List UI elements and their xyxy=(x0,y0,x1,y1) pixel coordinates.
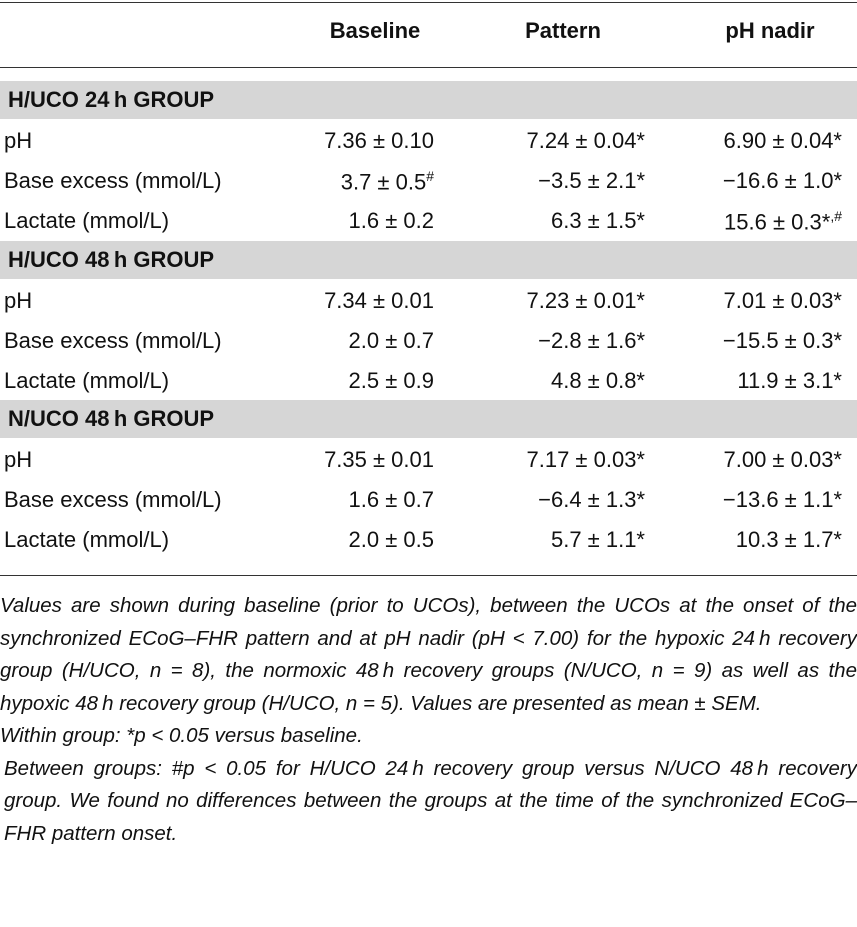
table-row xyxy=(0,321,857,361)
footnote-description: Values are shown during baseline (prior to UCOs), between the UCOs at the onset of the synchronized ECoG–FHR pattern and at pH nadir (pH < 7.00) for the hypoxic 24 h recovery group (H/UCO, n = 8), the normoxic 48 h recovery groups (N/UCO, n = 9) as well as the hypoxic 48 h recovery group (H/UCO, n = 5). Values are presented as mean ± SEM. xyxy=(0,594,857,715)
cell-ph-nadir: −13.6 ± 1.1* xyxy=(722,487,842,512)
group-title: H/UCO 48 h GROUP xyxy=(8,247,215,272)
table-row xyxy=(0,201,857,241)
table-row xyxy=(0,480,857,520)
cell-baseline: 7.36 ± 0.10 xyxy=(324,128,434,153)
cell-baseline: 7.34 ± 0.01 xyxy=(324,288,434,313)
cell-ph-nadir: 11.9 ± 3.1* xyxy=(737,368,842,393)
cell-baseline: 2.5 ± 0.9 xyxy=(348,368,434,393)
table-row xyxy=(0,440,857,480)
cell-ph-nadir: 10.3 ± 1.7* xyxy=(735,527,842,552)
cell-pattern: −6.4 ± 1.3* xyxy=(538,487,645,512)
footnote-within-group: Within group: *p < 0.05 versus baseline. xyxy=(0,724,363,747)
row-label: pH xyxy=(4,128,33,153)
header-rule xyxy=(0,67,857,68)
row-label: pH xyxy=(4,447,33,472)
table-footnotes xyxy=(0,590,857,850)
cell-ph-nadir: −15.5 ± 0.3* xyxy=(722,328,842,353)
cell-ph-nadir: −16.6 ± 1.0* xyxy=(722,168,842,193)
header-pattern: Pattern xyxy=(525,18,601,43)
cell-baseline: 1.6 ± 0.2 xyxy=(348,208,434,233)
cell-pattern: 6.3 ± 1.5* xyxy=(550,208,645,233)
cell-pattern: −2.8 ± 1.6* xyxy=(538,328,645,353)
group-title: H/UCO 24 h GROUP xyxy=(8,87,215,112)
cell-baseline: 1.6 ± 0.7 xyxy=(348,487,434,512)
row-label: Base excess (mmol/L) xyxy=(4,168,222,193)
table-bottom-rule xyxy=(0,575,857,576)
cell-baseline: 3.7 ± 0.5# xyxy=(340,168,434,195)
header-baseline: Baseline xyxy=(329,18,421,43)
cell-pattern: 7.23 ± 0.01* xyxy=(526,288,645,313)
table-top-rule xyxy=(0,2,857,3)
cell-ph-nadir: 7.00 ± 0.03* xyxy=(723,447,842,472)
table-row xyxy=(0,520,857,560)
group-title: N/UCO 48 h GROUP xyxy=(8,406,215,431)
row-label: Lactate (mmol/L) xyxy=(4,368,170,393)
cell-baseline: 2.0 ± 0.5 xyxy=(348,527,434,552)
row-label: Base excess (mmol/L) xyxy=(4,328,222,353)
table-row xyxy=(0,121,857,161)
footnote-between-groups: Between groups: #p < 0.05 for H/UCO 24 h recovery group versus N/UCO 48 h recovery group. We found no differences between the groups at the time of the synchronized ECoG–FHR pattern onset. xyxy=(4,756,857,845)
cell-pattern: 7.24 ± 0.04* xyxy=(526,128,645,153)
group-header xyxy=(0,241,857,279)
cell-pattern: 4.8 ± 0.8* xyxy=(550,368,645,393)
row-label: Base excess (mmol/L) xyxy=(4,487,222,512)
cell-ph-nadir: 6.90 ± 0.04* xyxy=(723,128,842,153)
row-label: pH xyxy=(4,288,33,313)
cell-pattern: −3.5 ± 2.1* xyxy=(538,168,645,193)
table-row xyxy=(0,161,857,201)
row-label: Lactate (mmol/L) xyxy=(4,208,170,233)
table-row xyxy=(0,361,857,401)
cell-ph-nadir: 15.6 ± 0.3*,# xyxy=(724,208,842,235)
cell-baseline: 7.35 ± 0.01 xyxy=(324,447,434,472)
row-label: Lactate (mmol/L) xyxy=(4,527,170,552)
group-header xyxy=(0,400,857,438)
cell-ph-nadir: 7.01 ± 0.03* xyxy=(723,288,842,313)
group-header xyxy=(0,81,857,119)
table-row xyxy=(0,281,857,321)
header-ph-nadir: pH nadir xyxy=(725,18,815,43)
cell-baseline: 2.0 ± 0.7 xyxy=(348,328,434,353)
cell-pattern: 5.7 ± 1.1* xyxy=(550,527,645,552)
cell-pattern: 7.17 ± 0.03* xyxy=(526,447,645,472)
